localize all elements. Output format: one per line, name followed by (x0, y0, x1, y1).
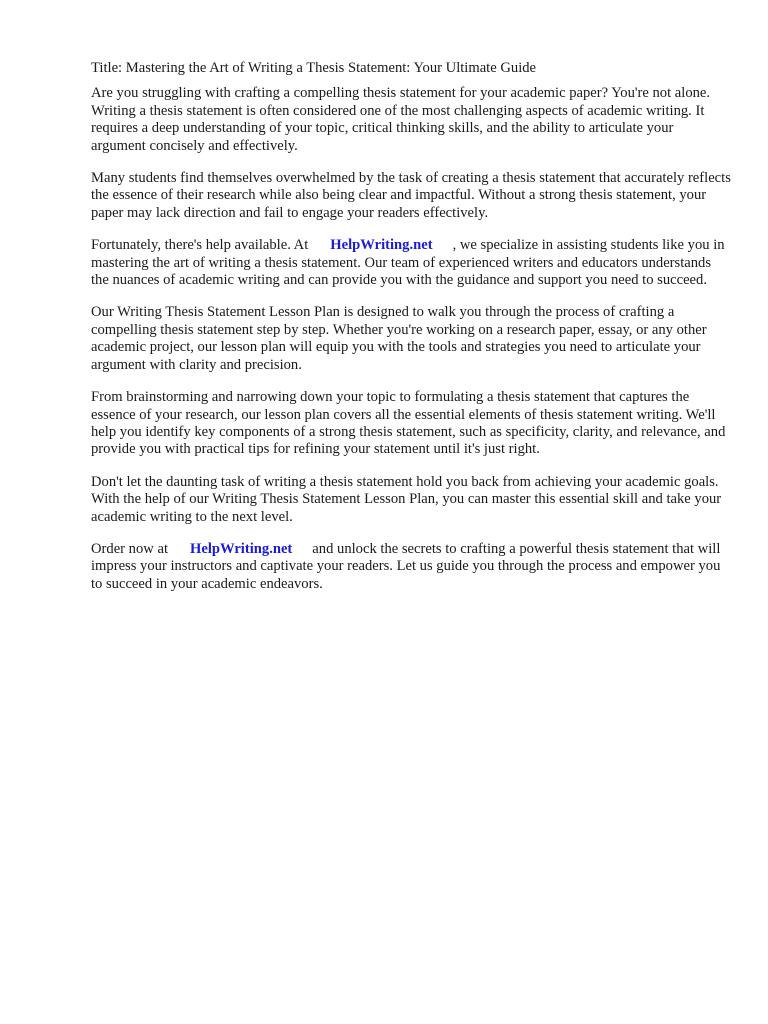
order-text-before: Order now at (91, 540, 168, 557)
document-title: Title: Mastering the Art of Writing a Thesis Statement: Your Ultimate Guide (91, 60, 537, 76)
order-text-after: and unlock the secrets to crafting a powerful thesis statement that will impress your instructors and captivate your readers. Let us guide you through the process and empower you to succeed in your academic endeavors. (91, 540, 721, 592)
help-text-after: , we specialize in assisting students like you in mastering the art of writing a thesis statement. Our team of experienced writers and educators understands the nuances of academic writing and can provide you with the guidance and support you need to succeed. (91, 237, 725, 289)
order-helpwriting-link[interactable]: HelpWriting.net (190, 540, 293, 557)
help-text-before: Fortunately, there's help available. At (91, 237, 309, 254)
paragraph-intro: Are you struggling with crafting a compelling thesis statement for your academic paper? You're not alone. Writing a thesis statement is often considered one of the most challenging aspects of academic writing. It requires a deep understanding of your topic, critical thinking skills, and the ability to articulate your argument concisely and effectively. (91, 85, 711, 154)
paragraph-overwhelmed: Many students find themselves overwhelmed by the task of creating a thesis statement that accurately reflects the essence of their research while also being clear and impactful. Without a strong thesis statement, your paper may lack direction and fail to engage your readers effectively. (91, 170, 731, 221)
helpwriting-link[interactable]: HelpWriting.net (330, 237, 433, 254)
document-page (91, 60, 731, 608)
paragraph-help (91, 237, 731, 289)
paragraph-goals: Don't let the daunting task of writing a thesis statement hold you back from achieving your academic goals. With the help of our Writing Thesis Statement Lesson Plan, you can master this essential skill and take your academic writing to the next level. (91, 473, 722, 525)
paragraph-order (91, 541, 731, 593)
paragraph-brainstorming: From brainstorming and narrowing down your topic to formulating a thesis statement that captures the essence of your research, our lesson plan covers all the essential elements of thesis statement writing. We'll help you identify key components of a strong thesis statement, such as specificity, clarity, and relevance, and provide you with practical tips for refining your statement until it's just right. (91, 389, 726, 458)
paragraph-lesson-plan: Our Writing Thesis Statement Lesson Plan is designed to walk you through the process of crafting a compelling thesis statement step by step. Whether you're working on a research paper, essay, or any other academic project, our lesson plan will equip you with the tools and strategies you need to articulate your argument with clarity and precision. (91, 304, 707, 373)
